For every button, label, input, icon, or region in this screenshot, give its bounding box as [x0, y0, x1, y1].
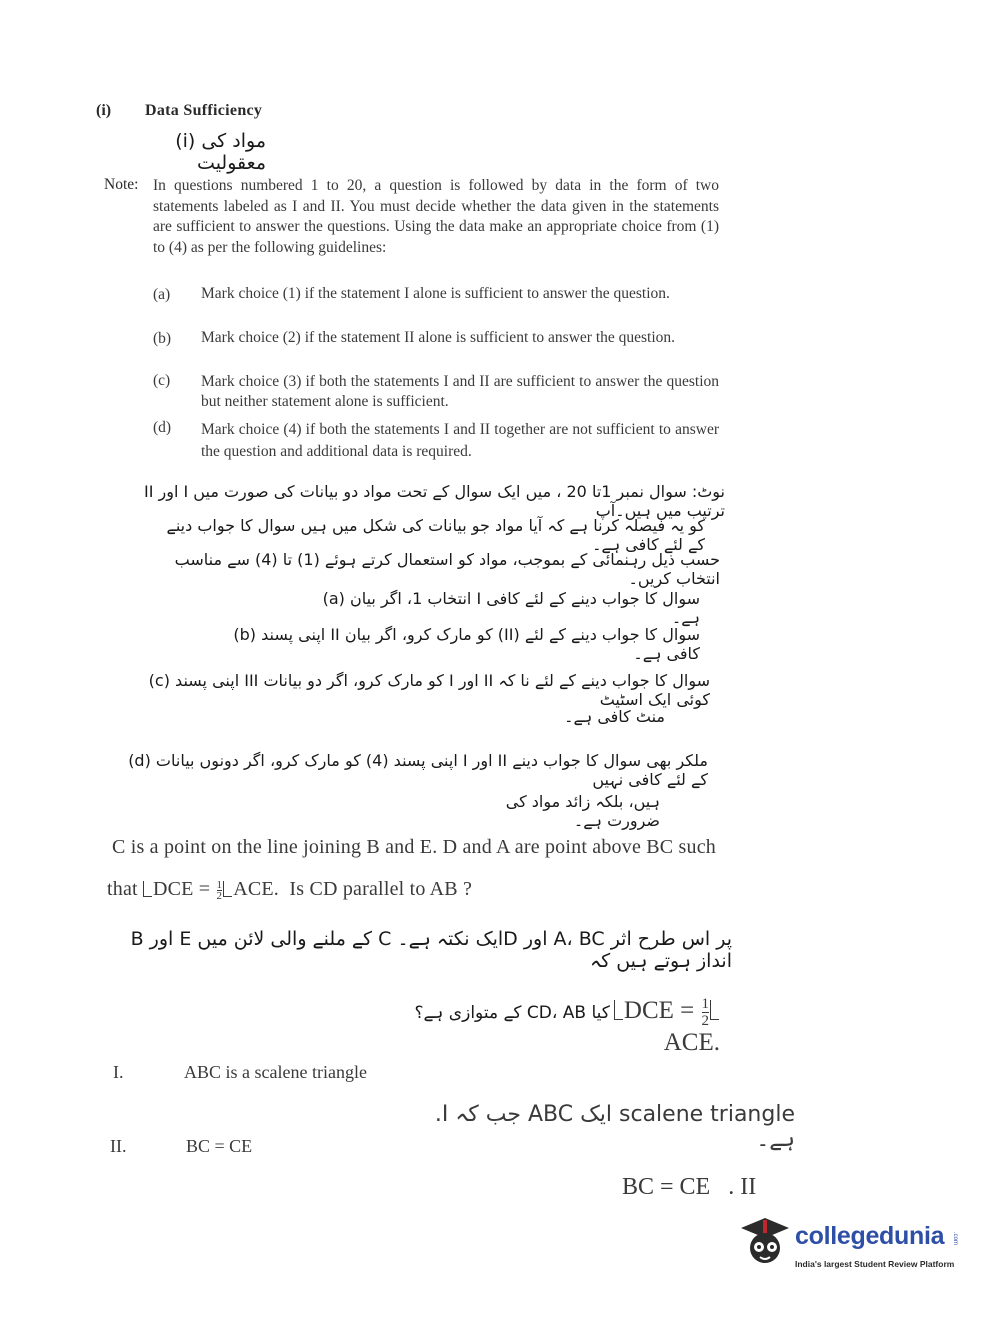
- angle-symbol: [223, 881, 232, 897]
- brand-tagline: India's largest Student Review Platform: [795, 1259, 955, 1269]
- question-line-1: C is a point on the line joining B and E. D and A are point above BC such: [112, 836, 716, 858]
- brand-domain: .com: [952, 1232, 958, 1246]
- urdu-guideline-b: (b) اپنی پسند II کو مارک کرو، اگر بیان (II) سوال کا جواب دینے کے لئے کافی ہے۔: [233, 625, 700, 663]
- note-text: In questions numbered 1 to 20, a question is followed by data in the form of two statements labeled as I and II. You must decide whether the data given in the statements are sufficient to answer the questions. Using the data make an appropriate choice from (1) to (4) as per the following guidelines:: [153, 177, 719, 256]
- question-urdu-ask: کیا CD، AB کے متوازی ہے؟: [414, 1003, 610, 1023]
- angle-symbol: [710, 1000, 719, 1020]
- statement-1-text: ABC is a scalene triangle: [184, 1062, 367, 1082]
- question-urdu-angle-ace: ACE.: [663, 1029, 720, 1056]
- angle-symbol: [143, 881, 152, 897]
- question-urdu-angle-dce: DCE: [623, 997, 674, 1025]
- guideline-d-text: Mark choice (4) if both the statements I and II together are not sufficient to answer the question and additional data is required.: [201, 421, 719, 460]
- guideline-a-key: (a): [153, 286, 171, 303]
- urdu-note-line-1: نوٹ: سوال نمبر 1تا 20 ، میں ایک سوال کے تحت مواد دو بیانات کی صورت میں I اور II ترتیب میں ہیں۔آپ: [143, 482, 725, 520]
- question-urdu-line-1: B اور E کے ملنے والی لائن میں C ایک نکتہ ہے۔D اور A، BC پر اس طرح اثر انداز ہوتے ہیں کہ: [130, 928, 732, 972]
- urdu-guideline-d-line-2: ہیں، بلکہ زائد مواد کی ضرورت ہے۔: [505, 792, 660, 830]
- section-title-urdu: (i) مواد کی معقولیت: [175, 130, 266, 174]
- guideline-d-key: (d): [153, 419, 172, 436]
- question-ask: Is CD parallel to AB ?: [289, 878, 473, 900]
- guideline-b-text: Mark choice (2) if the statement II alone is sufficient to answer the question.: [201, 329, 676, 346]
- fraction-numerator: 1: [701, 996, 709, 1012]
- statement-2-text: BC = CE: [186, 1136, 253, 1156]
- question-angle-ace: ACE.: [233, 878, 280, 900]
- urdu-note-line-2: کو یہ فیصلہ کرنا ہے کہ آیا مواد جو بیانات کی شکل میں ہیں سوال کا جواب دینے کے لئے کافی ہے۔: [166, 516, 705, 554]
- question-urdu-equals: =: [673, 997, 701, 1025]
- guideline-a-text: Mark choice (1) if the statement I alone is sufficient to answer the question.: [201, 285, 670, 302]
- half-fraction: [217, 880, 223, 901]
- urdu-guideline-c-line-2: منٹ کافی ہے۔: [564, 707, 665, 726]
- statement-2-urdu: BC = CE . II: [622, 1174, 757, 1200]
- urdu-guideline-d-line-1: (d) اپنی پسند (4) کو مارک کرو، اگر دونوں بیانات I اور II ملکر بھی سوال کا جواب دینے کے لئے کافی نہیں: [128, 751, 708, 789]
- fraction-denominator: 2: [216, 889, 223, 902]
- urdu-note-line-3: حسب ذیل رہنمائی کے بموجب، مواد کو استعمال کرتے ہوئے (1) تا (4) سے مناسب انتخاب کریں۔: [174, 550, 720, 588]
- question-that: that: [107, 878, 138, 900]
- half-fraction-large: [702, 996, 710, 1029]
- question-equals: =: [193, 878, 216, 900]
- urdu-guideline-a: (a) انتخاب 1، اگر بیان I سوال کا جواب دینے کے لئے کافی ہے۔: [322, 589, 700, 627]
- fraction-denominator: 2: [701, 1013, 709, 1029]
- statement-2-number: II.: [110, 1136, 127, 1156]
- guideline-c-key: (c): [153, 372, 171, 389]
- urdu-guideline-c-line-1: (c) اپنی پسند III کو مارک کرو، اگر دو بیانات I اور II سوال کا جواب دینے کے لئے نا کہ کوئی ایک اسٹیٹ: [148, 671, 710, 709]
- brand-name: collegedunia: [795, 1222, 945, 1250]
- angle-symbol: [614, 1000, 623, 1020]
- guideline-c-text: Mark choice (3) if both the statements I and II are sufficient to answer the question but neither statement alone is sufficient.: [201, 373, 719, 410]
- collegedunia-mascot-icon: [735, 1212, 795, 1272]
- note-label: Note:: [104, 176, 139, 193]
- guideline-b-key: (b): [153, 330, 172, 347]
- question-angle-dce: DCE: [153, 878, 194, 900]
- question-line-2: [107, 878, 472, 901]
- statement-1-urdu: .I جب کہ ABC ایک scalene triangle ہے۔: [434, 1102, 795, 1152]
- section-number: (i): [96, 102, 112, 119]
- fraction-numerator: 1: [216, 878, 223, 891]
- question-urdu-line-2: [360, 996, 720, 1056]
- statement-1-number: I.: [113, 1062, 124, 1082]
- section-title: Data Sufficiency: [145, 102, 263, 119]
